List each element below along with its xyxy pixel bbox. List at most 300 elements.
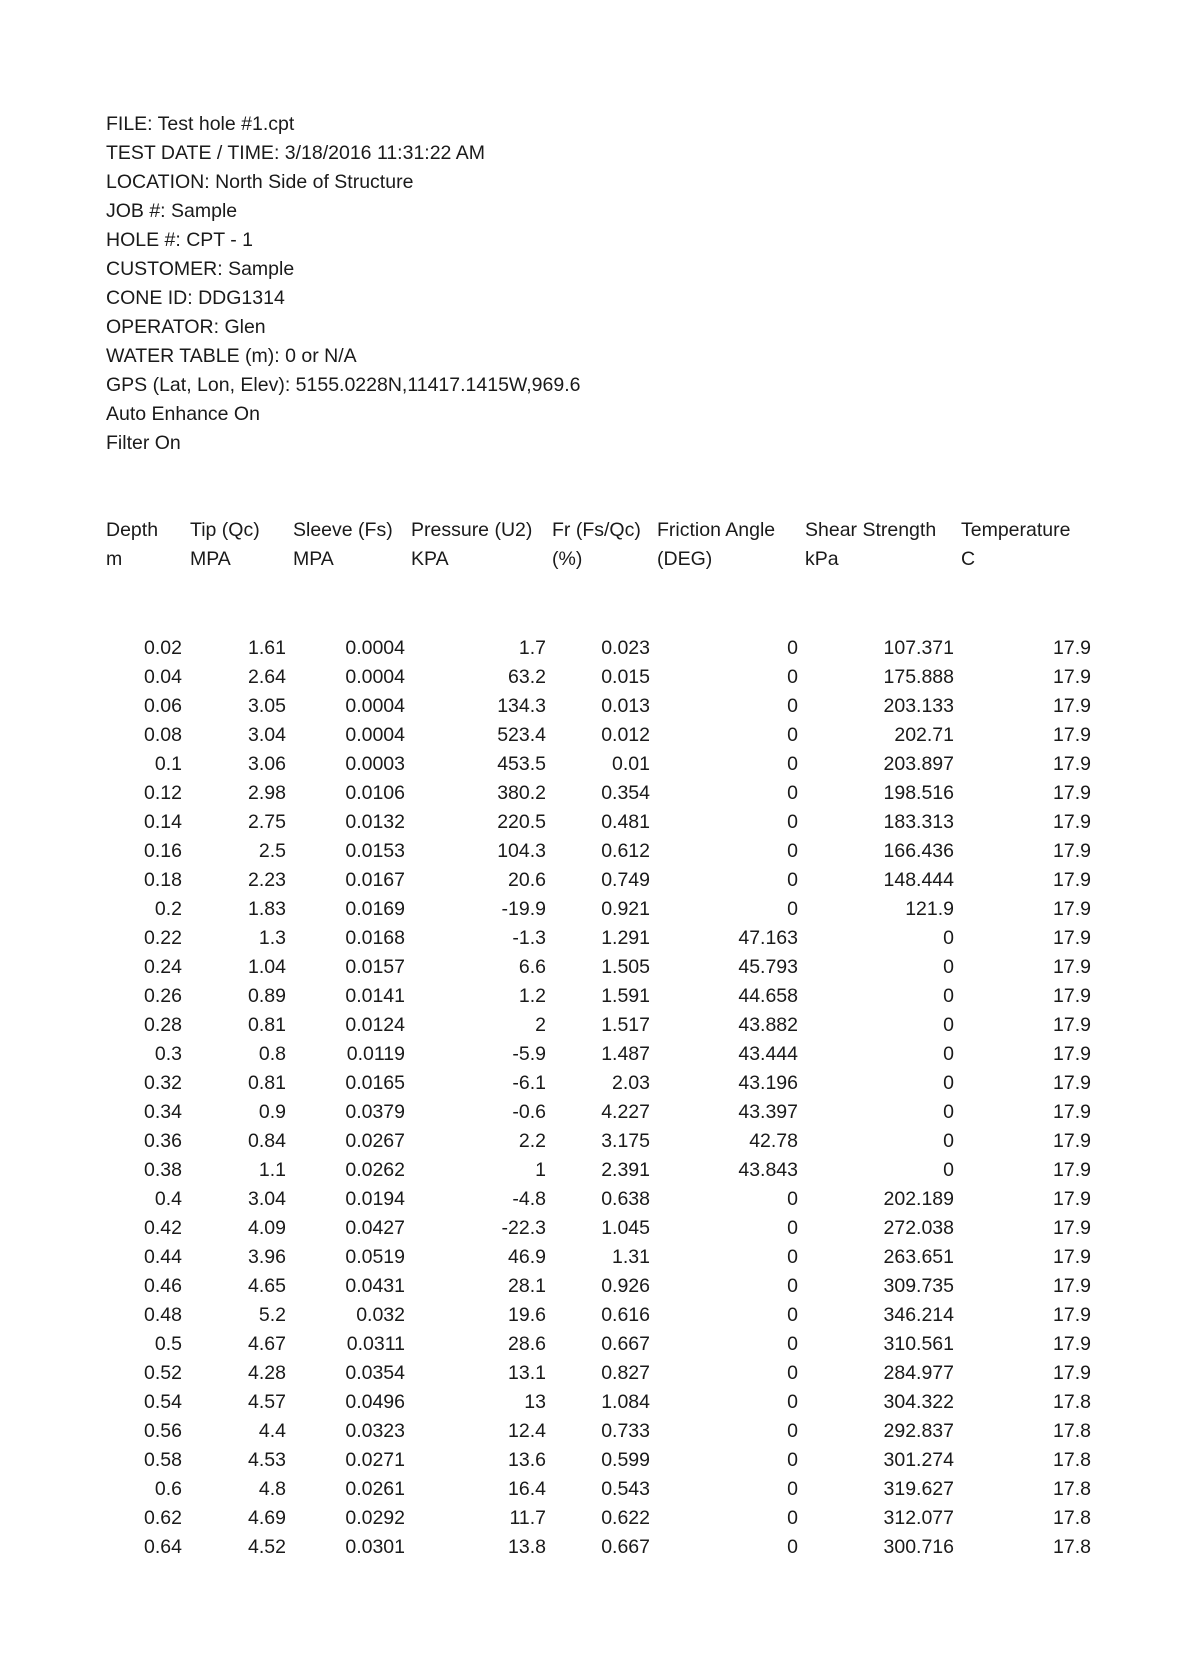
table-cell: 0.481 <box>601 811 650 833</box>
table-cell: 17.9 <box>1053 1333 1091 1355</box>
table-cell: 272.038 <box>883 1217 954 1239</box>
table-cell: 346.214 <box>883 1304 954 1326</box>
table-cell: 1.04 <box>248 956 286 978</box>
table-cell: 0.4 <box>154 1188 182 1210</box>
table-cell: 0 <box>943 1043 954 1065</box>
table-cell: 4.69 <box>248 1507 286 1529</box>
table-cell: 1.31 <box>612 1246 650 1268</box>
metadata-line: GPS (Lat, Lon, Elev): 5155.0228N,11417.1415W,969.6 <box>106 374 581 396</box>
column-header <box>805 516 936 574</box>
table-cell: 0 <box>943 1101 954 1123</box>
column-header <box>657 516 775 574</box>
table-cell: 0 <box>787 1333 798 1355</box>
table-cell: 319.627 <box>883 1478 954 1500</box>
table-cell: 0 <box>943 1014 954 1036</box>
table-cell: 42.78 <box>749 1130 798 1152</box>
table-cell: 0.38 <box>144 1159 182 1181</box>
table-cell: 12.4 <box>508 1420 546 1442</box>
table-cell: 0.54 <box>144 1391 182 1413</box>
table-row <box>0 924 1187 953</box>
column-header <box>961 516 1070 574</box>
table-cell: 0 <box>787 1420 798 1442</box>
column-header <box>190 516 260 574</box>
table-cell: 148.444 <box>883 869 954 891</box>
table-cell: 17.9 <box>1053 695 1091 717</box>
table-row <box>0 808 1187 837</box>
table-cell: 0 <box>787 724 798 746</box>
metadata-line: FILE: Test hole #1.cpt <box>106 113 295 135</box>
column-header-title: Friction Angle <box>657 519 776 541</box>
table-cell: 0.926 <box>601 1275 650 1297</box>
metadata-line: CUSTOMER: Sample <box>106 258 295 280</box>
table-cell: 0.0519 <box>345 1246 405 1268</box>
column-header-title: Sleeve (Fs) <box>293 519 393 541</box>
metadata-line: TEST DATE / TIME: 3/18/2016 11:31:22 AM <box>106 142 485 164</box>
table-cell: 523.4 <box>497 724 546 746</box>
table-cell: 44.658 <box>738 985 798 1007</box>
table-cell: 43.444 <box>738 1043 798 1065</box>
table-cell: 0.02 <box>144 637 182 659</box>
table-cell: 309.735 <box>883 1275 954 1297</box>
column-header-title: Shear Strength <box>805 519 937 541</box>
table-cell: 4.09 <box>248 1217 286 1239</box>
table-cell: 17.8 <box>1053 1536 1091 1558</box>
table-cell: 0.81 <box>248 1014 286 1036</box>
table-cell: 4.65 <box>248 1275 286 1297</box>
table-cell: 0 <box>943 985 954 1007</box>
table-cell: 0 <box>787 753 798 775</box>
table-cell: 3.04 <box>248 1188 286 1210</box>
table-cell: -5.9 <box>512 1043 546 1065</box>
table-row <box>0 1533 1187 1562</box>
table-cell: 17.9 <box>1053 1304 1091 1326</box>
table-cell: 0.012 <box>601 724 650 746</box>
table-cell: 13.6 <box>508 1449 546 1471</box>
table-cell: 0.0119 <box>346 1043 405 1065</box>
table-cell: 183.313 <box>883 811 954 833</box>
column-header-unit: MPA <box>190 548 231 570</box>
table-cell: 13.1 <box>508 1362 546 1384</box>
table-row <box>0 1388 1187 1417</box>
table-cell: 3.175 <box>601 1130 650 1152</box>
table-cell: 17.9 <box>1053 782 1091 804</box>
table-cell: 0.48 <box>144 1304 182 1326</box>
table-cell: 0.0004 <box>345 695 405 717</box>
table-cell: 0.26 <box>144 985 182 1007</box>
table-cell: 1.2 <box>518 985 546 1007</box>
table-row <box>0 1040 1187 1069</box>
table-cell: 203.133 <box>883 695 954 717</box>
table-cell: 0.921 <box>601 898 650 920</box>
table-cell: 0.0169 <box>345 898 405 920</box>
table-cell: 28.6 <box>508 1333 546 1355</box>
table-cell: 0.2 <box>154 898 182 920</box>
table-cell: 43.843 <box>738 1159 798 1181</box>
column-header <box>552 516 641 574</box>
table-cell: 0.827 <box>601 1362 650 1384</box>
table-cell: 2.5 <box>258 840 286 862</box>
table-cell: 0.06 <box>144 695 182 717</box>
data-table-body <box>0 634 1187 1562</box>
table-cell: 0.0301 <box>345 1536 405 1558</box>
table-cell: 0.0141 <box>345 985 405 1007</box>
table-cell: 17.9 <box>1053 1043 1091 1065</box>
table-cell: 0.32 <box>144 1072 182 1094</box>
table-cell: 17.9 <box>1053 811 1091 833</box>
table-cell: 134.3 <box>497 695 546 717</box>
table-row <box>0 1504 1187 1533</box>
table-cell: 304.322 <box>883 1391 954 1413</box>
table-row <box>0 866 1187 895</box>
table-cell: 2.64 <box>248 666 286 688</box>
table-row <box>0 1098 1187 1127</box>
table-cell: 5.2 <box>258 1304 286 1326</box>
table-row <box>0 663 1187 692</box>
metadata-line: Filter On <box>106 432 181 454</box>
table-cell: 263.651 <box>883 1246 954 1268</box>
table-cell: 0 <box>787 1478 798 1500</box>
table-cell: 0.46 <box>144 1275 182 1297</box>
table-cell: 0 <box>787 1536 798 1558</box>
table-cell: 0.0323 <box>345 1420 405 1442</box>
table-cell: 17.9 <box>1053 1159 1091 1181</box>
table-cell: 20.6 <box>508 869 546 891</box>
table-cell: 17.9 <box>1053 840 1091 862</box>
table-cell: 0.0165 <box>345 1072 405 1094</box>
table-cell: 121.9 <box>905 898 954 920</box>
table-header <box>0 516 1187 574</box>
file-metadata <box>106 110 580 458</box>
table-cell: 0.5 <box>154 1333 182 1355</box>
table-cell: 17.9 <box>1053 1246 1091 1268</box>
metadata-line: Auto Enhance On <box>106 403 260 425</box>
table-cell: 1.591 <box>601 985 650 1007</box>
table-cell: 4.8 <box>258 1478 286 1500</box>
table-cell: 0.08 <box>144 724 182 746</box>
table-cell: 203.897 <box>883 753 954 775</box>
table-cell: 202.189 <box>883 1188 954 1210</box>
table-cell: 0.0496 <box>345 1391 405 1413</box>
table-cell: 0.0271 <box>345 1449 405 1471</box>
table-cell: 0.58 <box>144 1449 182 1471</box>
column-header-unit: KPA <box>411 548 449 570</box>
table-cell: 0.1 <box>154 753 182 775</box>
column-header-unit: (DEG) <box>657 548 713 570</box>
table-cell: 0.22 <box>144 927 182 949</box>
table-cell: 1.3 <box>258 927 286 949</box>
table-cell: 3.04 <box>248 724 286 746</box>
metadata-line: CONE ID: DDG1314 <box>106 287 285 309</box>
table-cell: 0.6 <box>154 1478 182 1500</box>
table-cell: 220.5 <box>497 811 546 833</box>
table-cell: 0.16 <box>144 840 182 862</box>
table-cell: 0.667 <box>601 1536 650 1558</box>
table-cell: 0 <box>943 1159 954 1181</box>
table-cell: 310.561 <box>883 1333 954 1355</box>
table-cell: 301.274 <box>883 1449 954 1471</box>
table-cell: 312.077 <box>883 1507 954 1529</box>
table-cell: 17.9 <box>1053 1130 1091 1152</box>
table-cell: 0.733 <box>601 1420 650 1442</box>
table-cell: 0.0431 <box>345 1275 405 1297</box>
table-cell: 0.015 <box>601 666 650 688</box>
table-cell: 2.75 <box>248 811 286 833</box>
table-cell: 0 <box>787 1304 798 1326</box>
table-cell: 0.0354 <box>345 1362 405 1384</box>
table-cell: 1.517 <box>601 1014 650 1036</box>
table-cell: 107.371 <box>883 637 954 659</box>
table-cell: 47.163 <box>738 927 798 949</box>
table-cell: 0 <box>787 1449 798 1471</box>
table-cell: 17.8 <box>1053 1507 1091 1529</box>
table-cell: 17.9 <box>1053 985 1091 1007</box>
table-cell: 198.516 <box>883 782 954 804</box>
table-cell: 28.1 <box>508 1275 546 1297</box>
table-cell: 1.084 <box>601 1391 650 1413</box>
table-cell: 0.8 <box>258 1043 286 1065</box>
table-cell: 0 <box>787 695 798 717</box>
table-row <box>0 1185 1187 1214</box>
table-row <box>0 953 1187 982</box>
table-cell: 0.0311 <box>346 1333 405 1355</box>
table-cell: 0.04 <box>144 666 182 688</box>
table-cell: 0 <box>787 1362 798 1384</box>
table-cell: 1.7 <box>518 637 546 659</box>
table-row <box>0 779 1187 808</box>
table-cell: 1.045 <box>601 1217 650 1239</box>
table-cell: 17.9 <box>1053 1275 1091 1297</box>
table-cell: 4.67 <box>248 1333 286 1355</box>
table-cell: 0.18 <box>144 869 182 891</box>
metadata-line: OPERATOR: Glen <box>106 316 266 338</box>
table-cell: 0.9 <box>258 1101 286 1123</box>
table-cell: 0.12 <box>144 782 182 804</box>
table-cell: 0 <box>787 811 798 833</box>
column-header-title: Fr (Fs/Qc) <box>552 519 641 541</box>
table-cell: 0 <box>787 869 798 891</box>
table-cell: 0.0292 <box>345 1507 405 1529</box>
table-cell: 284.977 <box>883 1362 954 1384</box>
table-cell: 2.03 <box>612 1072 650 1094</box>
table-cell: 0.56 <box>144 1420 182 1442</box>
table-row <box>0 634 1187 663</box>
table-cell: 0.622 <box>601 1507 650 1529</box>
table-cell: 43.397 <box>738 1101 798 1123</box>
table-cell: 2.98 <box>248 782 286 804</box>
table-cell: 0.0004 <box>345 666 405 688</box>
table-cell: 17.9 <box>1053 1072 1091 1094</box>
table-cell: 0 <box>943 1130 954 1152</box>
table-cell: 17.8 <box>1053 1391 1091 1413</box>
table-cell: -4.8 <box>512 1188 546 1210</box>
table-cell: 0 <box>787 782 798 804</box>
table-cell: 0.032 <box>356 1304 405 1326</box>
table-cell: 16.4 <box>508 1478 546 1500</box>
table-cell: 0.0427 <box>345 1217 405 1239</box>
table-cell: 0 <box>787 840 798 862</box>
table-cell: 3.96 <box>248 1246 286 1268</box>
table-cell: 0.14 <box>144 811 182 833</box>
table-row <box>0 1475 1187 1504</box>
table-row <box>0 1301 1187 1330</box>
table-row <box>0 750 1187 779</box>
table-cell: 17.9 <box>1053 724 1091 746</box>
table-cell: 17.9 <box>1053 898 1091 920</box>
table-cell: 0.667 <box>601 1333 650 1355</box>
table-cell: -0.6 <box>512 1101 546 1123</box>
table-cell: 1 <box>535 1159 546 1181</box>
table-cell: 0.0124 <box>345 1014 405 1036</box>
table-cell: 17.9 <box>1053 1188 1091 1210</box>
table-cell: 2.391 <box>601 1159 650 1181</box>
table-cell: 0.81 <box>248 1072 286 1094</box>
table-cell: 166.436 <box>883 840 954 862</box>
table-cell: 0 <box>787 1507 798 1529</box>
table-cell: 1.1 <box>258 1159 286 1181</box>
table-cell: 0 <box>787 1275 798 1297</box>
table-cell: 17.9 <box>1053 927 1091 949</box>
column-header-unit: MPA <box>293 548 334 570</box>
column-header-unit: m <box>106 548 123 570</box>
table-cell: 0 <box>787 1391 798 1413</box>
table-cell: 0.0168 <box>345 927 405 949</box>
table-cell: 4.57 <box>248 1391 286 1413</box>
table-cell: 43.196 <box>738 1072 798 1094</box>
table-cell: 13.8 <box>508 1536 546 1558</box>
table-cell: 11.7 <box>509 1507 546 1529</box>
table-cell: 0.24 <box>144 956 182 978</box>
table-row <box>0 1011 1187 1040</box>
table-cell: 0.36 <box>144 1130 182 1152</box>
table-cell: 43.882 <box>738 1014 798 1036</box>
table-cell: 0.44 <box>144 1246 182 1268</box>
table-cell: 0.28 <box>144 1014 182 1036</box>
table-cell: 300.716 <box>883 1536 954 1558</box>
table-cell: 13 <box>524 1391 546 1413</box>
column-header-title: Depth <box>106 519 159 541</box>
table-cell: 0.616 <box>601 1304 650 1326</box>
table-cell: 0.354 <box>601 782 650 804</box>
table-cell: 0.013 <box>601 695 650 717</box>
metadata-line: JOB #: Sample <box>106 200 238 222</box>
table-cell: 4.4 <box>258 1420 286 1442</box>
table-cell: 17.8 <box>1053 1478 1091 1500</box>
metadata-line: HOLE #: CPT - 1 <box>106 229 254 251</box>
table-cell: 17.8 <box>1053 1449 1091 1471</box>
table-cell: 0.84 <box>248 1130 286 1152</box>
table-row <box>0 982 1187 1011</box>
table-cell: 0.612 <box>601 840 650 862</box>
table-row <box>0 1127 1187 1156</box>
table-cell: 17.9 <box>1053 637 1091 659</box>
column-header <box>106 516 158 574</box>
table-cell: 0.599 <box>601 1449 650 1471</box>
table-cell: -1.3 <box>512 927 546 949</box>
table-cell: 0 <box>787 1217 798 1239</box>
table-cell: 2.23 <box>248 869 286 891</box>
table-cell: 17.9 <box>1053 1101 1091 1123</box>
table-cell: 0.52 <box>144 1362 182 1384</box>
table-cell: 0 <box>787 637 798 659</box>
table-cell: 0.638 <box>601 1188 650 1210</box>
table-cell: 0.42 <box>144 1217 182 1239</box>
table-cell: 17.9 <box>1053 956 1091 978</box>
table-cell: 0.0004 <box>345 637 405 659</box>
table-cell: 17.9 <box>1053 666 1091 688</box>
table-cell: 0.0167 <box>345 869 405 891</box>
table-cell: 0.0106 <box>345 782 405 804</box>
table-cell: 17.9 <box>1053 1014 1091 1036</box>
table-row <box>0 1446 1187 1475</box>
table-cell: 292.837 <box>883 1420 954 1442</box>
table-cell: 380.2 <box>497 782 546 804</box>
table-cell: 0.89 <box>248 985 286 1007</box>
table-row <box>0 721 1187 750</box>
table-cell: 104.3 <box>497 840 546 862</box>
table-cell: 0.0194 <box>345 1188 405 1210</box>
table-cell: 4.52 <box>248 1536 286 1558</box>
table-cell: 453.5 <box>497 753 546 775</box>
table-cell: 4.53 <box>248 1449 286 1471</box>
table-cell: 3.05 <box>248 695 286 717</box>
table-cell: 4.28 <box>248 1362 286 1384</box>
table-row <box>0 1417 1187 1446</box>
table-cell: 0.0004 <box>345 724 405 746</box>
table-row <box>0 1359 1187 1388</box>
column-header-title: Tip (Qc) <box>190 519 260 541</box>
table-cell: 17.9 <box>1053 1217 1091 1239</box>
table-cell: 17.9 <box>1053 753 1091 775</box>
table-cell: 3.06 <box>248 753 286 775</box>
metadata-line: LOCATION: North Side of Structure <box>106 171 414 193</box>
table-cell: 19.6 <box>508 1304 546 1326</box>
table-cell: 0.0153 <box>345 840 405 862</box>
table-cell: 0.023 <box>601 637 650 659</box>
table-cell: 0.34 <box>144 1101 182 1123</box>
table-cell: 0.0157 <box>345 956 405 978</box>
table-row <box>0 1214 1187 1243</box>
table-cell: 2 <box>535 1014 546 1036</box>
table-cell: 0.749 <box>601 869 650 891</box>
table-cell: 45.793 <box>738 956 798 978</box>
table-cell: 0.3 <box>154 1043 182 1065</box>
table-row <box>0 895 1187 924</box>
column-header-unit: kPa <box>805 548 839 570</box>
table-row <box>0 1156 1187 1185</box>
table-cell: 46.9 <box>508 1246 546 1268</box>
table-cell: 0 <box>943 956 954 978</box>
table-cell: 17.9 <box>1053 869 1091 891</box>
table-cell: 0.0379 <box>345 1101 405 1123</box>
table-cell: 202.71 <box>894 724 954 746</box>
table-cell: -22.3 <box>501 1217 546 1239</box>
table-cell: 0.0261 <box>345 1478 405 1500</box>
table-cell: 0 <box>787 666 798 688</box>
table-cell: 0 <box>787 1188 798 1210</box>
table-cell: 1.487 <box>601 1043 650 1065</box>
table-cell: 6.6 <box>518 956 546 978</box>
column-header-unit: (%) <box>552 548 583 570</box>
table-cell: 175.888 <box>883 666 954 688</box>
table-cell: -19.9 <box>501 898 546 920</box>
table-cell: 1.61 <box>248 637 286 659</box>
column-header-unit: C <box>961 548 976 570</box>
table-cell: 0.01 <box>612 753 650 775</box>
table-cell: 0.0003 <box>345 753 405 775</box>
table-cell: 0.64 <box>144 1536 182 1558</box>
table-cell: 4.227 <box>601 1101 650 1123</box>
table-cell: 1.505 <box>601 956 650 978</box>
